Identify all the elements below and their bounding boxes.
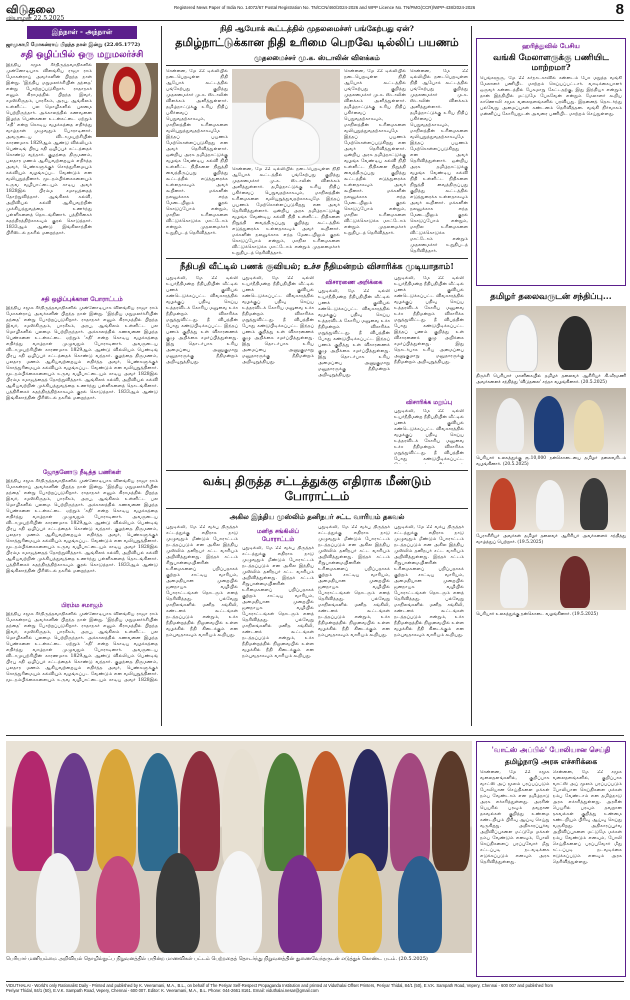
story-2-col-2: புதுடில்லி, மே 22 டில்லி உயர்நீதிமன்ற நீதிபதியின் வீட்டில் பணக் குவியல் கண்டெடுக்கப்பட்ட விவகாரத்தில் வழக்குப் பதிவு செய்ய உத்தரவிடக் கோரிய மனுவை உச்ச நீதிமன்றம் விசாரிக்க மறுத்துவிட்டது. தீ விபத்தின் போது கண்டுபிடிக்கப்பட்ட இந்தப் பணம் குறித்து உள் விசாரணைக் குழு அறிக்கை சமர்ப்பித்துள்ளது. இது தொடர்பாக உரிய அமைப்பை அணுகுமாறு மனுதாரருக்கு நீதிமன்றம் அறிவுறுத்தியது. [242,276,314,365]
story-2-col-5: புதுடில்லி, மே 22 டில்லி உயர்நீதிமன்ற நீதிபதியின் வீட்டில் பணக் குவியல் கண்டெடுக்கப்பட்ட விவகாரத்தில் வழக்குப் பதிவு செய்ய உத்தரவிடக் கோரிய மனுவை உச்ச நீதிமன்றம் விசாரிக்க மறுத்துவிட்டது. தீ விபத்தின் போது கண்டுபிடிக்கப்பட்ட [394,409,464,462]
right-top-headline: வங்கி மேலாளருக்கு பணியிட மாற்றமா? [493,53,609,73]
right-bottom-box [476,741,626,977]
paper-name: விடுதலை [6,3,56,16]
right-bottom-headline: தமிழ்நாடு அரசு எச்சரிக்கை [504,757,598,766]
left-body-3: இந்திய சமூக சீர்திருத்தவாதிகளில் முன்னோடியாக விளங்கிய ராஜா ராம் மோகன்ராய் அவர்களின் பிறந்த நாள் இன்று. 'இந்திய மறுமலர்ச்சியின் தந்தை' என்று போற்றப்படுகிறார். ராதாநகர் எனும் கிராமத்தில் பிறந்த இவர், சமஸ்கிருதம், பாரசீகம், அரபு, ஆங்கிலம் உள்ளிட்ட பல மொழிகளில் புலமை பெற்றிருந்தார். அக்காலத்தில் கணவனை இழந்த பெண்களை உடன்கட்டை ஏற்றும் 'சதி' என்ற கொடிய வழக்கத்தை எதிர்த்து வாழ்நாள் முழுவதும் போராடினார். அவருடைய விடாமுயற்சியின் காரணமாக 1829ஆம் ஆண்டு வில்லியம் பெண்டிங் பிரபு சதி ஒழிப்புச் சட்டத்தைக் கொண்டு வந்தார். குழந்தை திருமணம், பலதார மணம் ஆகியவற்றையும் எதிர்த்த அவர், பெண்களுக்குச் சொத்துரிமையும் கல்வியும் வழங்கப்பட வேண்டும் என வலியுறுத்தினார். மூடநம்பிக்கைகளையும் உருவ வழிபாட்டையும் சாடிய அவர் 1828இல் பிரம்ம சமாஜத்தைத் தோற்றுவித்தார். ஆங்கிலக் கல்வி, அறிவியல் கல்வி ஆகியவற்றின் முக்கியத்துவத்தை உணர்ந்து பள்ளிகளைத் தொடங்கினார். பத்திரிகைச் சுதந்திரத்திற்காகவும் குரல் கொடுத்தார். 1833ஆம் ஆண்டு இங்கிலாந்தின் பிரிஸ்டல் நகரில் மறைந்தார். [6,479,158,574]
story-3 [166,474,468,730]
right-top-box [476,38,626,286]
right-bottom-col-1: சென்னை, மே 22 சமூக வலைதளங்களில், குறிப்பாக வாட்ஸ் அப் மூலம் பரப்பப்படும் போலியான செய்திகளை மக்கள் நம்ப வேண்டாம் என தமிழ்நாடு அரசு எச்சரித்துள்ளது. அரசின் பெயரில் பரவும் தவறான தகவல்கள் குறித்து உண்மை கண்டறியும் பிரிவு ஆய்வு செய்து வருகிறது. அதிகாரப்பூர்வ அறிவிப்புகளை மட்டுமே மக்கள் நம்ப வேண்டும் எனவும், போலி செய்திகளைப் பரப்புவோர் மீது சட்டப்படி நடவடிக்கை எடுக்கப்படும் எனவும் அரசு தெரிவித்துள்ளது. [480,770,550,865]
story-3-col-2: புதுடில்லி, மே 22 வக்பு திருத்தச் சட்டத்துக்கு எதிராக நாடு முழுவதும் மீண்டும் போராட்டம் நடத்தப்படும் என அகில இந்திய முஸ்லிம் தனிநபர் சட்ட வாரியம் அறிவித்துள்ளது. இந்தச் சட்டம் சிறுபான்மையினரின் உரிமைகளைப் பறிப்பதாகக் குற்றம் சாட்டிய வாரியம், அமைதியான முறையில் ஜனநாயக வழியில் போராட்டங்கள் தொடரும் எனத் தெரிவித்தது. பல்வேறு மாநிலங்களில் மனித சங்கிலி, கண்டனக் கூட்டங்கள் நடத்தப்படும் என்றும், உச்ச நீதிமன்றத்தில் நிலுவையில் உள்ள வழக்கில் நீதி கிடைக்கும் என நம்புவதாகவும் வாரியம் கூறியது. [242,546,314,659]
right-top-kicker: ஹரித்துவில் பேசிய [522,42,580,50]
portrait-photo [96,63,158,137]
left-subhead-3: பிரம்ம சமாஜம் [61,602,103,609]
footer-line-1: VIDUTHALAI - World's only Rationalist Daily - Printed and published by K. Veeramani, M.A., B.L., on behalf of The Periyar Self-Respect Propaganda Institution and printed at Viduthalai Offset Printers, Periyar Thidal, 84/1 (50), E.V.K. Sampath Road, Vepery, Chennai - 600 007 and published from [6,983,553,988]
column-divider-2 [471,26,472,726]
story-3-headline: வக்பு திருத்த சட்டத்துக்கு எதிராக மீண்டும் போராட்டம் [202,474,432,503]
rule-2 [166,470,468,471]
story-3-col-1: புதுடில்லி, மே 22 வக்பு திருத்தச் சட்டத்துக்கு எதிராக நாடு முழுவதும் மீண்டும் போராட்டம் நடத்தப்படும் என அகில இந்திய முஸ்லிம் தனிநபர் சட்ட வாரியம் அறிவித்துள்ளது. இந்தச் சட்டம் சிறுபான்மையினரின் உரிமைகளைப் பறிப்பதாகக் குற்றம் சாட்டிய வாரியம், அமைதியான முறையில் ஜனநாயக வழியில் போராட்டங்கள் தொடரும் எனத் தெரிவித்தது. பல்வேறு மாநிலங்களில் மனித சங்கிலி, கண்டனக் கூட்டங்கள் நடத்தப்படும் என்றும், உச்ச நீதிமன்றத்தில் நிலுவையில் உள்ள வழக்கில் நீதி கிடைக்கும் என நம்புவதாகவும் வாரியம் கூறியது. [166,525,238,638]
top-story-col-3: சென்னை, மே 22 டில்லியில் நடைபெறவுள்ள நிதி ஆயோக் கூட்டத்தில் பங்கேற்பது குறித்து முதலமைச்சர் மு.க. ஸ்டாலின் விளக்கம் அளித்துள்ளார். தமிழ்நாட்டுக்கு உரிய நிதிப் பகிர்வைப் பெறுவதற்காகவும், மாநிலத்தின் உரிமைகளை வலியுறுத்துவதற்காகவுமே இந்தப் பயணம் மேற்கொள்ளப்படுகிறது என அவர் தெரிவித்துள்ளார். ஒன்றிய அரசு தமிழ்நாட்டுக்கு வழங்க வேண்டிய கல்வி நிதி உள்ளிட்ட நிதிகளை நிறுத்தி வைத்திருப்பது குறித்து கூட்டத்தில் எடுத்துரைக்க உள்ளதாகவும் அவர் கூறினார். மக்களின் நலனுக்காக எந்த மேடையிலும் குரல் கொடுப்போம் என்றும், மாநில உரிமைகளை விட்டுக்கொடுக்க மாட்டோம் என்றும் முதலமைச்சர் உறுதிபடத் தெரிவித்தார். [344,69,406,236]
group-photo [6,741,472,953]
story-2-subhead: விசாரணை அறிக்கை [325,279,383,286]
meetings-headline: தமிழர் தலைவருடன் சந்திப்பு... [490,292,612,302]
top-story-headline: தமிழ்நாட்டுக்கான நிதி உரிமை பெறவே டில்லிப் பயணம் [175,36,459,49]
story-2-col-4: புதுடில்லி, மே 22 டில்லி உயர்நீதிமன்ற நீதிபதியின் வீட்டில் பணக் குவியல் கண்டெடுக்கப்பட்ட விவகாரத்தில் வழக்குப் பதிவு செய்ய உத்தரவிடக் கோரிய மனுவை உச்ச நீதிமன்றம் விசாரிக்க மறுத்துவிட்டது. தீ விபத்தின் போது கண்டுபிடிக்கப்பட்ட இந்தப் பணம் குறித்து உள் விசாரணைக் குழு அறிக்கை சமர்ப்பித்துள்ளது. இது தொடர்பாக உரிய அமைப்பை அணுகுமாறு மனுதாரருக்கு நீதிமன்றம் அறிவுறுத்தியது. [394,276,464,365]
meeting-caption-4: பெரியார் உலகத்துக்கு நன்கொடை வழங்கினார். (19.5.2025) [476,612,599,617]
top-story-col-4: சென்னை, மே 22 டில்லியில் நடைபெறவுள்ள நிதி ஆயோக் கூட்டத்தில் பங்கேற்பது குறித்து முதலமைச்சர் மு.க. ஸ்டாலின் விளக்கம் அளித்துள்ளார். தமிழ்நாட்டுக்கு உரிய நிதிப் பகிர்வைப் பெறுவதற்காகவும், மாநிலத்தின் உரிமைகளை வலியுறுத்துவதற்காகவுமே இந்தப் பயணம் மேற்கொள்ளப்படுகிறது என அவர் தெரிவித்துள்ளார். ஒன்றிய அரசு தமிழ்நாட்டுக்கு வழங்க வேண்டிய கல்வி நிதி உள்ளிட்ட நிதிகளை நிறுத்தி வைத்திருப்பது குறித்து கூட்டத்தில் எடுத்துரைக்க உள்ளதாகவும் அவர் கூறினார். மக்களின் நலனுக்காக எந்த மேடையிலும் குரல் கொடுப்போம் என்றும், மாநில உரிமைகளை விட்டுக்கொடுக்க மாட்டோம் என்றும் முதலமைச்சர் உறுதிபடத் தெரிவித்தார். [410,69,468,254]
issue-date: வியாழன் 22.5.2025 [6,15,65,22]
story-2-subhead-2: விசாரிக்க மறுப்பு [405,399,453,406]
section-tag: இந்நாள் - அந்நாள் [27,26,137,39]
right-top-body: பெங்களூரு, மே 22 கர்நாடகாவில் கன்னடம் பேச மறுத்த வங்கி மேலாளர் பணியிட மாற்றம் செய்யப்பட்டார். வாடிக்கையாளர் ஒருவர் கன்னடத்தில் பேசுமாறு கேட்டதற்கு, இது இந்தியா என்றும் தான் இந்தியில் மட்டுமே பேசுவேன் என்றும் மேலாளர் கூறிய காணொலி சமூக வலைதளங்களில் பரவியது. இதனைத் தொடர்ந்து பல்வேறு அமைப்புகள் கண்டனம் தெரிவித்தன. வங்கி நிர்வாகம் மன்னிப்பு கோரியதுடன் அவரை பணியிட மாற்றம் செய்துள்ளது. [480,76,622,117]
lead-line: ஜாமுகாமி மோகன்ராய் பிறந்த நாள் இன்று (22.05.1772) [6,42,141,48]
left-subhead-2: ஜோதனோடு நீடித்த பணிகள் [42,469,122,476]
top-story-kicker: நிதி ஆயோக் கூட்டத்தில் முதலமைச்சர் பங்கேற்பது ஏன்? [220,24,414,33]
footer-line-2: Periyar Thidal, 84/1 (50), E.V.K. Sampath Road, Vepery, Chennai - 600 007. Editor: K. Veeramani, M.A., B.L. Phone: 044-2661 8161. Email: viduthalai.nesar@gmail.com [6,988,319,993]
meetings-section [476,292,626,732]
left-body-4: இந்திய சமூக சீர்திருத்தவாதிகளில் முன்னோடியாக விளங்கிய ராஜா ராம் மோகன்ராய் அவர்களின் பிறந்த நாள் இன்று. 'இந்திய மறுமலர்ச்சியின் தந்தை' என்று போற்றப்படுகிறார். ராதாநகர் எனும் கிராமத்தில் பிறந்த இவர், சமஸ்கிருதம், பாரசீகம், அரபு, ஆங்கிலம் உள்ளிட்ட பல மொழிகளில் புலமை பெற்றிருந்தார். அக்காலத்தில் கணவனை இழந்த பெண்களை உடன்கட்டை ஏற்றும் 'சதி' என்ற கொடிய வழக்கத்தை எதிர்த்து வாழ்நாள் முழுவதும் போராடினார். அவருடைய விடாமுயற்சியின் காரணமாக 1829ஆம் ஆண்டு வில்லியம் பெண்டிங் பிரபு சதி ஒழிப்புச் சட்டத்தைக் கொண்டு வந்தார். குழந்தை திருமணம், பலதார மணம் ஆகியவற்றையும் எதிர்த்த அவர், பெண்களுக்குச் சொத்துரிமையும் கல்வியும் வழங்கப்பட வேண்டும் என வலியுறுத்தினார். மூடநம்பிக்கைகளையும் உருவ வழிபாட்டையும் சாடிய அவர் 1828இல் [6,612,158,682]
rule-3 [6,735,624,736]
left-column [6,26,158,726]
meeting-caption-3: பேராசிரியர் அவர்கள் தமிழர் தலைவர் ஆசிரியர் அவர்களைச் சந்தித்து வாழ்த்துப் பெற்றார். (19.5.2025) [476,534,626,545]
registration-line: Registered News Paper of India No. 14072/67 Postal Registration No. TN/CCN/460/2024-2026 and WPP Licence No. TN/PMG(CCR)/WPP-438/2024-2026 [174,5,476,10]
page-number: 8 [615,1,624,18]
story-2-headline: நீதிபதி வீட்டில் பணக் குவியல்; உச்ச நீதிமன்றம் விசாரிக்க முடியாதாம்! [180,262,454,272]
top-story-col-1: சென்னை, மே 22 டில்லியில் நடைபெறவுள்ள நிதி ஆயோக் கூட்டத்தில் பங்கேற்பது குறித்து முதலமைச்சர் மு.க. ஸ்டாலின் விளக்கம் அளித்துள்ளார். தமிழ்நாட்டுக்கு உரிய நிதிப் பகிர்வைப் பெறுவதற்காகவும், மாநிலத்தின் உரிமைகளை வலியுறுத்துவதற்காகவுமே இந்தப் பயணம் மேற்கொள்ளப்படுகிறது என அவர் தெரிவித்துள்ளார். ஒன்றிய அரசு தமிழ்நாட்டுக்கு வழங்க வேண்டிய கல்வி நிதி உள்ளிட்ட நிதிகளை நிறுத்தி வைத்திருப்பது குறித்து கூட்டத்தில் எடுத்துரைக்க உள்ளதாகவும் அவர் கூறினார். மக்களின் நலனுக்காக எந்த மேடையிலும் குரல் கொடுப்போம் என்றும், மாநில உரிமைகளை விட்டுக்கொடுக்க மாட்டோம் என்றும் முதலமைச்சர் உறுதிபடத் தெரிவித்தார். [166,69,228,236]
column-divider [161,26,162,726]
story-3-col-4: புதுடில்லி, மே 22 வக்பு திருத்தச் சட்டத்துக்கு எதிராக நாடு முழுவதும் மீண்டும் போராட்டம் நடத்தப்படும் என அகில இந்திய முஸ்லிம் தனிநபர் சட்ட வாரியம் அறிவித்துள்ளது. இந்தச் சட்டம் சிறுபான்மையினரின் உரிமைகளைப் பறிப்பதாகக் குற்றம் சாட்டிய வாரியம், அமைதியான முறையில் ஜனநாயக வழியில் போராட்டங்கள் தொடரும் எனத் தெரிவித்தது. பல்வேறு மாநிலங்களில் மனித சங்கிலி, கண்டனக் கூட்டங்கள் நடத்தப்படும் என்றும், உச்ச நீதிமன்றத்தில் நிலுவையில் உள்ள வழக்கில் நீதி கிடைக்கும் என நம்புவதாகவும் வாரியம் கூறியது. [394,525,464,638]
right-bottom-kicker: 'வாட்ஸ் அப்பில்' போலியான செய்தி [491,745,611,754]
left-headline: சதி ஒழிப்பில் ஒரு மறுமலர்ச்சி [20,50,144,60]
top-story [166,24,468,256]
meeting-photo-4 [476,548,626,610]
story-2-col-1: புதுடில்லி, மே 22 டில்லி உயர்நீதிமன்ற நீதிபதியின் வீட்டில் பணக் குவியல் கண்டெடுக்கப்பட்ட விவகாரத்தில் வழக்குப் பதிவு செய்ய உத்தரவிடக் கோரிய மனுவை உச்ச நீதிமன்றம் விசாரிக்க மறுத்துவிட்டது. தீ விபத்தின் போது கண்டுபிடிக்கப்பட்ட இந்தப் பணம் குறித்து உள் விசாரணைக் குழு அறிக்கை சமர்ப்பித்துள்ளது. இது தொடர்பாக உரிய அமைப்பை அணுகுமாறு மனுதாரருக்கு நீதிமன்றம் அறிவுறுத்தியது. [166,276,238,365]
story-3-subhead: மனித சங்கிலிப் போராட்டம் [256,528,300,543]
left-body-2: இந்திய சமூக சீர்திருத்தவாதிகளில் முன்னோடியாக விளங்கிய ராஜா ராம் மோகன்ராய் அவர்களின் பிறந்த நாள் இன்று. 'இந்திய மறுமலர்ச்சியின் தந்தை' என்று போற்றப்படுகிறார். ராதாநகர் எனும் கிராமத்தில் பிறந்த இவர், சமஸ்கிருதம், பாரசீகம், அரபு, ஆங்கிலம் உள்ளிட்ட பல மொழிகளில் புலமை பெற்றிருந்தார். அக்காலத்தில் கணவனை இழந்த பெண்களை உடன்கட்டை ஏற்றும் 'சதி' என்ற கொடிய வழக்கத்தை எதிர்த்து வாழ்நாள் முழுவதும் போராடினார். அவருடைய விடாமுயற்சியின் காரணமாக 1829ஆம் ஆண்டு வில்லியம் பெண்டிங் பிரபு சதி ஒழிப்புச் சட்டத்தைக் கொண்டு வந்தார். குழந்தை திருமணம், பலதார மணம் ஆகியவற்றையும் எதிர்த்த அவர், பெண்களுக்குச் சொத்துரிமையும் கல்வியும் வழங்கப்பட வேண்டும் என வலியுறுத்தினார். மூடநம்பிக்கைகளையும் உருவ வழிபாட்டையும் சாடிய அவர் 1828இல் பிரம்ம சமாஜத்தைத் தோற்றுவித்தார். ஆங்கிலக் கல்வி, அறிவியல் கல்வி ஆகியவற்றின் முக்கியத்துவத்தை உணர்ந்து பள்ளிகளைத் தொடங்கினார். பத்திரிகைச் சுதந்திரத்திற்காகவும் குரல் கொடுத்தார். 1833ஆம் ஆண்டு இங்கிலாந்தின் பிரிஸ்டல் நகரில் மறைந்தார். [6,306,158,401]
story-2 [166,262,468,467]
left-body: இந்திய சமூக சீர்திருத்தவாதிகளில் முன்னோடியாக விளங்கிய ராஜா ராம் மோகன்ராய் அவர்களின் பிறந்த நாள் இன்று. 'இந்திய மறுமலர்ச்சியின் தந்தை' என்று போற்றப்படுகிறார். ராதாநகர் எனும் கிராமத்தில் பிறந்த இவர், சமஸ்கிருதம், பாரசீகம், அரபு, ஆங்கிலம் உள்ளிட்ட பல மொழிகளில் புலமை பெற்றிருந்தார். அக்காலத்தில் கணவனை இழந்த பெண்களை உடன்கட்டை ஏற்றும் 'சதி' என்ற கொடிய வழக்கத்தை எதிர்த்து வாழ்நாள் முழுவதும் போராடினார். அவருடைய விடாமுயற்சியின் காரணமாக 1829ஆம் ஆண்டு வில்லியம் பெண்டிங் பிரபு சதி ஒழிப்புச் சட்டத்தைக் கொண்டு வந்தார். குழந்தை திருமணம், பலதார மணம் ஆகியவற்றையும் எதிர்த்த அவர், பெண்களுக்குச் சொத்துரிமையும் கல்வியும் வழங்கப்பட வேண்டும் என வலியுறுத்தினார். மூடநம்பிக்கைகளையும் உருவ வழிபாட்டையும் சாடிய அவர் 1828இல் பிரம்ம சமாஜத்தைத் தோற்றுவித்தார். ஆங்கிலக் கல்வி, அறிவியல் கல்வி ஆகியவற்றின் முக்கியத்துவத்தை உணர்ந்து பள்ளிகளைத் தொடங்கினார். பத்திரிகைச் சுதந்திரத்திற்காகவும் குரல் கொடுத்தார். 1833ஆம் ஆண்டு இங்கிலாந்தின் பிரிஸ்டல் நகரில் மறைந்தார். [6,63,92,236]
left-subhead-1: சதி ஒழிப்புக்கான போராட்டம் [41,296,123,303]
meeting-photo-1 [476,306,626,372]
top-story-byline: முதலமைச்சர் மு.க. ஸ்டாலின் விளக்கம் [166,53,468,66]
group-photo-caption: பெரியார் மணியம்மை அறிவியல் தொழில்நுட்ப நிறுவனத்தில் பயின்ற மாணவிகள் பட்டம் பெற்றதைத் தொடர்ந்து நிறுவனத்தின் துணைவேந்தருடன் எடுத்துக் கொண்ட படம். (20.5.2025) [6,956,428,962]
story-2-col-3: புதுடில்லி, மே 22 டில்லி உயர்நீதிமன்ற நீதிபதியின் வீட்டில் பணக் குவியல் கண்டெடுக்கப்பட்ட விவகாரத்தில் வழக்குப் பதிவு செய்ய உத்தரவிடக் கோரிய மனுவை உச்ச நீதிமன்றம் விசாரிக்க மறுத்துவிட்டது. தீ விபத்தின் போது கண்டுபிடிக்கப்பட்ட இந்தப் பணம் குறித்து உள் விசாரணைக் குழு அறிக்கை சமர்ப்பித்துள்ளது. இது தொடர்பாக உரிய அமைப்பை அணுகுமாறு மனுதாரருக்கு நீதிமன்றம் அறிவுறுத்தியது. [318,289,390,378]
story-3-byline: அகில இந்திய முஸ்லிம் தனிநபர் சட்ட வாரியம் தகவல் [166,508,468,522]
meeting-photo-3 [476,470,626,532]
right-bottom-col-2: சென்னை, மே 22 சமூக வலைதளங்களில், குறிப்பாக வாட்ஸ் அப் மூலம் பரப்பப்படும் போலியான செய்திகளை மக்கள் நம்ப வேண்டாம் என தமிழ்நாடு அரசு எச்சரித்துள்ளது. அரசின் பெயரில் பரவும் தவறான தகவல்கள் குறித்து உண்மை கண்டறியும் பிரிவு ஆய்வு செய்து வருகிறது. அதிகாரப்பூர்வ அறிவிப்புகளை மட்டுமே மக்கள் நம்ப வேண்டும் எனவும், போலி செய்திகளைப் பரப்புவோர் மீது சட்டப்படி நடவடிக்கை எடுக்கப்படும் எனவும் அரசு தெரிவித்துள்ளது. [552,770,622,865]
story-3-col-3: புதுடில்லி, மே 22 வக்பு திருத்தச் சட்டத்துக்கு எதிராக நாடு முழுவதும் மீண்டும் போராட்டம் நடத்தப்படும் என அகில இந்திய முஸ்லிம் தனிநபர் சட்ட வாரியம் அறிவித்துள்ளது. இந்தச் சட்டம் சிறுபான்மையினரின் உரிமைகளைப் பறிப்பதாகக் குற்றம் சாட்டிய வாரியம், அமைதியான முறையில் ஜனநாயக வழியில் போராட்டங்கள் தொடரும் எனத் தெரிவித்தது. பல்வேறு மாநிலங்களில் மனித சங்கிலி, கண்டனக் கூட்டங்கள் நடத்தப்படும் என்றும், உச்ச நீதிமன்றத்தில் நிலுவையில் உள்ள வழக்கில் நீதி கிடைக்கும் என நம்புவதாகவும் வாரியம் கூறியது. [318,525,390,638]
meeting-caption-2: பெரியார் உலகத்துக்கு ரூ.10,000 நன்கொடையை தமிழர் தலைவரிடம் வழங்கினார். (20.5.2025) [476,456,626,467]
rule-1 [166,258,468,259]
masthead [6,3,624,21]
footer [6,981,624,993]
meeting-caption-1: திருச்சி பெரியார் மாளிகையில் தமிழர் தலைவர் ஆசிரியர் கி.வீரமணி அவர்களைச் சந்தித்து 'விடுதலை' சந்தா வழங்கினார். (20.5.2025) [476,374,626,385]
stalin-photo [232,69,340,164]
meeting-photo-2 [476,388,626,454]
top-story-col-2: சென்னை, மே 22 டில்லியில் நடைபெறவுள்ள நிதி ஆயோக் கூட்டத்தில் பங்கேற்பது குறித்து முதலமைச்சர் மு.க. ஸ்டாலின் விளக்கம் அளித்துள்ளார். தமிழ்நாட்டுக்கு உரிய நிதிப் பகிர்வைப் பெறுவதற்காகவும், மாநிலத்தின் உரிமைகளை வலியுறுத்துவதற்காகவுமே இந்தப் பயணம் மேற்கொள்ளப்படுகிறது என அவர் தெரிவித்துள்ளார். ஒன்றிய அரசு தமிழ்நாட்டுக்கு வழங்க வேண்டிய கல்வி நிதி உள்ளிட்ட நிதிகளை நிறுத்தி வைத்திருப்பது குறித்து கூட்டத்தில் எடுத்துரைக்க உள்ளதாகவும் அவர் கூறினார். மக்களின் நலனுக்காக எந்த மேடையிலும் குரல் கொடுப்போம் என்றும், மாநில உரிமைகளை விட்டுக்கொடுக்க மாட்டோம் என்றும் முதலமைச்சர் உறுதிபடத் தெரிவித்தார். [232,167,340,256]
